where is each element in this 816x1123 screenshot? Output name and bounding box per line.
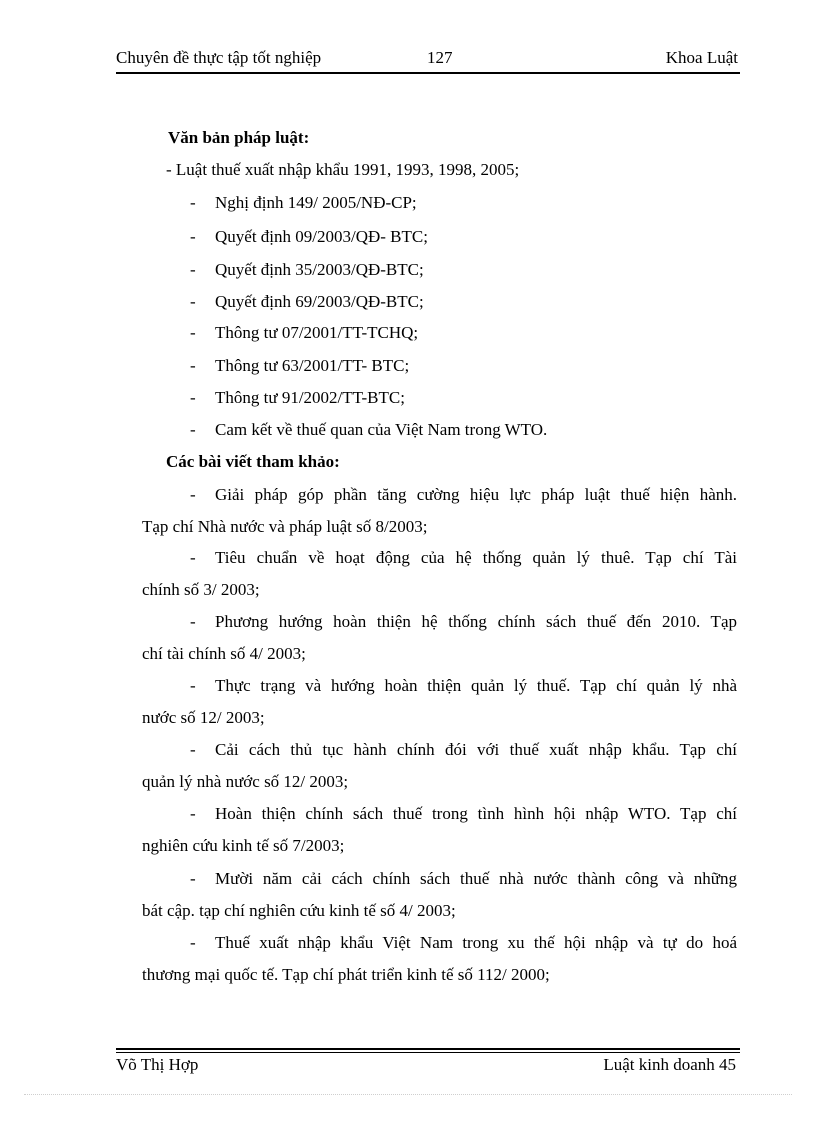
list-dash: - <box>190 676 196 695</box>
legal-intro: - Luật thuế xuất nhập khẩu 1991, 1993, 1998, 2005; <box>166 160 520 179</box>
page-header <box>116 48 738 72</box>
article-line: Mười năm cải cách chính sách thuế nhà nước thành công và những <box>215 869 737 888</box>
list-item: Thông tư 91/2002/TT-BTC; <box>215 388 405 407</box>
list-dash: - <box>190 227 196 246</box>
list-dash: - <box>190 548 196 567</box>
list-dash: - <box>190 869 196 888</box>
article-line: Phương hướng hoàn thiện hệ thống chính sách thuế đến 2010. Tạp <box>215 612 737 631</box>
list-dash: - <box>190 260 196 279</box>
page-bottom-dotted-border <box>24 1094 792 1095</box>
list-dash: - <box>190 193 196 212</box>
article-line: thương mại quốc tế. Tạp chí phát triển kinh tế số 112/ 2000; <box>142 965 550 984</box>
page-footer <box>116 1055 736 1079</box>
article-line: Tiêu chuẩn về hoạt động của hệ thống quản lý thuê. Tạp chí Tài <box>215 548 737 567</box>
list-dash: - <box>190 356 196 375</box>
list-dash: - <box>190 612 196 631</box>
list-dash: - <box>190 388 196 407</box>
article-line: Thuế xuất nhập khẩu Việt Nam trong xu thế hội nhập và tự do hoá <box>215 933 737 952</box>
header-title: Chuyên đề thực tập tốt nghiệp <box>116 48 322 67</box>
footer-rule <box>116 1048 740 1050</box>
header-rule <box>116 72 740 74</box>
article-line: quản lý nhà nước số 12/ 2003; <box>142 772 349 791</box>
articles-section-title: Các bài viết tham khảo: <box>166 452 340 471</box>
article-line: Cải cách thủ tục hành chính đói với thuế xuất nhập khẩu. Tạp chí <box>215 740 737 759</box>
footer-rule-thin <box>116 1052 740 1053</box>
article-line: nước số 12/ 2003; <box>142 708 265 727</box>
list-dash: - <box>190 485 196 504</box>
list-item: Quyết định 09/2003/QĐ- BTC; <box>215 227 428 246</box>
article-line: nghiên cứu kinh tế số 7/2003; <box>142 836 345 855</box>
list-dash: - <box>190 740 196 759</box>
article-line: Thực trạng và hướng hoàn thiện quản lý thuế. Tạp chí quản lý nhà <box>215 676 737 695</box>
article-line: Giải pháp góp phần tăng cường hiệu lực pháp luật thuế hiện hành. <box>215 485 737 504</box>
list-dash: - <box>190 933 196 952</box>
page-number: 127 <box>427 48 453 67</box>
list-item: Nghị định 149/ 2005/NĐ-CP; <box>215 193 417 212</box>
list-item: Thông tư 63/2001/TT- BTC; <box>215 356 410 375</box>
article-line: Hoàn thiện chính sách thuế trong tình hình hội nhập WTO. Tạp chí <box>215 804 737 823</box>
article-line: chí tài chính số 4/ 2003; <box>142 644 306 663</box>
header-faculty: Khoa Luật <box>665 48 738 67</box>
article-line: chính số 3/ 2003; <box>142 580 260 599</box>
list-dash: - <box>190 323 196 342</box>
article-line: bát cập. tạp chí nghiên cứu kinh tế số 4/ 2003; <box>142 901 456 920</box>
legal-section-title: Văn bản pháp luật: <box>168 128 310 147</box>
list-dash: - <box>190 292 196 311</box>
list-item: Quyết định 69/2003/QĐ-BTC; <box>215 292 424 311</box>
list-dash: - <box>190 804 196 823</box>
list-dash: - <box>190 420 196 439</box>
list-item: Cam kết về thuế quan của Việt Nam trong WTO. <box>215 420 548 439</box>
list-item: Quyết định 35/2003/QĐ-BTC; <box>215 260 424 279</box>
footer-course: Luật kinh doanh 45 <box>603 1055 736 1074</box>
list-item: Thông tư 07/2001/TT-TCHQ; <box>215 323 419 342</box>
footer-author: Võ Thị Hợp <box>116 1055 199 1074</box>
article-line: Tạp chí Nhà nước và pháp luật số 8/2003; <box>142 517 428 536</box>
